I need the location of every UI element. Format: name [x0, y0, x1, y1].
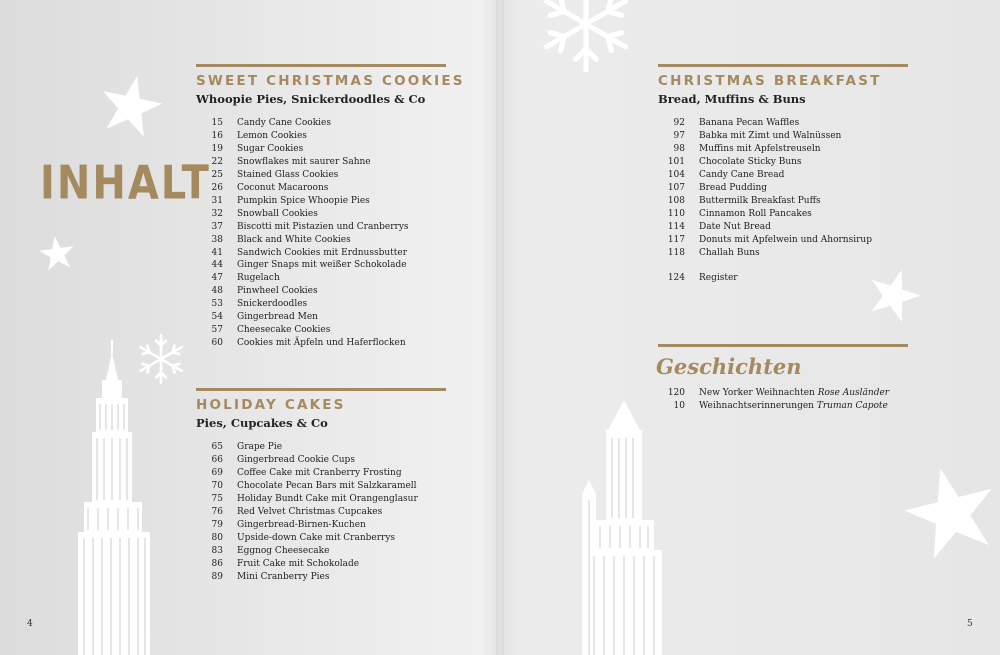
- toc-page-number: 124: [667, 273, 685, 284]
- page-number: 5: [967, 619, 973, 629]
- toc-entry-title: Stained Glass Cookies: [237, 169, 339, 180]
- toc-entry-title: Candy Cane Bread: [699, 169, 785, 180]
- skyscraper-illustration: [578, 400, 670, 655]
- section-rule: [196, 388, 446, 391]
- toc-entry-title: Black and White Cookies: [237, 234, 351, 245]
- toc-entry-title: Mini Cranberry Pies: [237, 571, 330, 582]
- toc-entry[interactable]: [658, 156, 908, 169]
- toc-entry[interactable]: [196, 259, 446, 272]
- section-subtitle: Pies, Cupcakes & Co: [196, 416, 328, 430]
- section-title: CHRISTMAS BREAKFAST: [658, 73, 882, 89]
- toc-entry[interactable]: [658, 400, 908, 413]
- toc-list-register: [658, 272, 908, 285]
- toc-entry-title: Gingerbread Cookie Cups: [237, 454, 355, 465]
- toc-entry-title: Rugelach: [237, 273, 280, 284]
- section-rule: [658, 344, 908, 347]
- toc-entry-title: Snowball Cookies: [237, 208, 318, 219]
- toc-entry-title: Biscotti mit Pistazien und Cranberrys: [237, 221, 409, 232]
- toc-entry-title: Challah Buns: [699, 247, 760, 258]
- toc-entry-title: Muffins mit Apfelstreuseln: [699, 143, 821, 154]
- toc-entry-title: [699, 400, 908, 413]
- toc-page-number: 110: [667, 208, 685, 219]
- toc-entry[interactable]: [196, 208, 446, 221]
- toc-page-number: 32: [211, 208, 223, 219]
- toc-entry-title: Cinnamon Roll Pancakes: [699, 208, 812, 219]
- section-rule: [658, 64, 908, 67]
- toc-entry[interactable]: [658, 117, 908, 130]
- story-title: Weihnachtserinnerungen: [699, 400, 814, 411]
- toc-entry-title: Pumpkin Spice Whoopie Pies: [237, 195, 370, 206]
- toc-entry[interactable]: [196, 454, 446, 467]
- toc-page-number: 118: [667, 247, 685, 258]
- toc-entry[interactable]: [196, 247, 446, 260]
- toc-page-number: 22: [211, 156, 223, 167]
- toc-entry-title: Fruit Cake mit Schokolade: [237, 558, 360, 569]
- section-rule: [196, 64, 446, 67]
- toc-entry-title: Upside-down Cake mit Cranberrys: [237, 532, 396, 543]
- toc-page-number: 66: [211, 454, 223, 465]
- toc-entry-title: Register: [699, 273, 738, 284]
- toc-page-number: 41: [211, 247, 223, 258]
- toc-entry-title: Sugar Cookies: [237, 143, 304, 154]
- toc-entry[interactable]: [196, 467, 446, 480]
- section-subtitle: Bread, Muffins & Buns: [658, 92, 806, 106]
- toc-page-number: 48: [211, 286, 223, 297]
- toc-page-number: 98: [673, 143, 685, 154]
- toc-entry[interactable]: [196, 117, 446, 130]
- toc-page-number: 76: [211, 506, 223, 517]
- toc-entry[interactable]: [658, 272, 908, 285]
- toc-entry[interactable]: [658, 169, 908, 182]
- toc-entry[interactable]: [196, 234, 446, 247]
- toc-page-number: 65: [211, 442, 223, 452]
- toc-entry[interactable]: [196, 221, 446, 234]
- toc-entry-title: Snowflakes mit saurer Sahne: [237, 156, 371, 167]
- toc-entry-title: Date Nut Bread: [699, 221, 771, 232]
- toc-page-number: 19: [211, 143, 223, 154]
- toc-entry[interactable]: [196, 337, 446, 350]
- toc-page-number: 92: [673, 118, 685, 128]
- star-icon: [98, 72, 164, 138]
- toc-entry[interactable]: [196, 311, 446, 324]
- toc-list: [196, 441, 446, 583]
- toc-page-number: 114: [667, 221, 685, 232]
- toc-page-number: 104: [667, 169, 685, 180]
- toc-page-number: 57: [211, 325, 223, 336]
- toc-entry[interactable]: [658, 234, 908, 247]
- toc-page-number: 97: [673, 130, 685, 141]
- toc-entry-title: Gingerbread Men: [237, 312, 318, 323]
- toc-page-number: 15: [211, 118, 223, 128]
- toc-list: [658, 117, 908, 259]
- toc-entry-title: Sandwich Cookies mit Erdnussbutter: [237, 247, 408, 258]
- section-christmas-breakfast: [658, 64, 908, 285]
- toc-page-number: 70: [211, 480, 223, 491]
- toc-entry-title: Donuts mit Apfelwein und Ahornsirup: [699, 234, 872, 245]
- toc-entry-title: Chocolate Pecan Bars mit Salzkaramell: [237, 480, 417, 491]
- toc-entry[interactable]: [658, 143, 908, 156]
- toc-entry[interactable]: [658, 208, 908, 221]
- toc-entry[interactable]: [658, 195, 908, 208]
- page-number: 4: [27, 619, 33, 629]
- toc-entry[interactable]: [196, 324, 446, 337]
- toc-page-number: 69: [211, 467, 223, 478]
- toc-entry[interactable]: [196, 182, 446, 195]
- toc-entry[interactable]: [658, 130, 908, 143]
- toc-page-number: 107: [667, 182, 685, 193]
- toc-page-number: 60: [211, 338, 223, 349]
- toc-entry-title: Candy Cane Cookies: [237, 118, 331, 128]
- toc-entry[interactable]: [196, 130, 446, 143]
- toc-entry[interactable]: [196, 298, 446, 311]
- toc-entry[interactable]: [196, 545, 446, 558]
- toc-entry-title: Eggnog Cheesecake: [237, 545, 330, 556]
- toc-page-number: 79: [211, 519, 223, 530]
- section-title: SWEET CHRISTMAS COOKIES: [196, 73, 465, 89]
- toc-entry[interactable]: [196, 169, 446, 182]
- toc-entry-title: Babka mit Zimt und Walnüssen: [699, 130, 842, 141]
- toc-entry-title: Cheesecake Cookies: [237, 325, 331, 336]
- section-title: Geschichten: [656, 354, 802, 379]
- toc-entry-title: Ginger Snaps mit weißer Schokolade: [237, 260, 407, 271]
- section-sweet-christmas-cookies: [196, 64, 465, 350]
- toc-page-number: 47: [211, 273, 223, 284]
- toc-entry-title: Gingerbread-Birnen-Kuchen: [237, 519, 366, 530]
- toc-entry[interactable]: [196, 506, 446, 519]
- section-subtitle: Whoopie Pies, Snickerdoodles & Co: [196, 92, 426, 106]
- toc-page-number: 26: [211, 182, 223, 193]
- toc-entry[interactable]: [196, 532, 446, 545]
- toc-entry[interactable]: [196, 285, 446, 298]
- story-author: Truman Capote: [816, 400, 888, 411]
- section-title: HOLIDAY CAKES: [196, 397, 346, 413]
- toc-entry[interactable]: [658, 221, 908, 234]
- right-page: [500, 0, 1000, 655]
- toc-entry-title: Pinwheel Cookies: [237, 286, 318, 297]
- star-icon: [38, 234, 76, 272]
- toc-entry[interactable]: [196, 493, 446, 506]
- toc-entry-title: Banana Pecan Waffles: [699, 118, 800, 128]
- toc-page-number: 101: [667, 156, 685, 167]
- snowflake-icon: [534, 0, 638, 76]
- toc-page-number: 83: [211, 545, 223, 556]
- toc-page-number: 38: [211, 234, 223, 245]
- story-author: Rose Ausländer: [817, 388, 890, 398]
- toc-entry-title: [699, 387, 908, 400]
- toc-page-number: 54: [211, 312, 223, 323]
- toc-entry-title: Red Velvet Christmas Cupcakes: [237, 506, 383, 517]
- skyscraper-illustration: [74, 340, 154, 655]
- toc-page-number: 44: [211, 260, 223, 271]
- toc-entry-title: Bread Pudding: [699, 182, 768, 193]
- toc-page-number: 10: [673, 400, 685, 411]
- toc-page-number: 37: [211, 221, 223, 232]
- toc-page-number: 86: [211, 558, 223, 569]
- toc-page-number: 53: [211, 299, 223, 310]
- section-holiday-cakes: [196, 388, 446, 583]
- toc-page-number: 16: [211, 130, 223, 141]
- toc-entry[interactable]: [196, 519, 446, 532]
- toc-entry-title: Lemon Cookies: [237, 130, 307, 141]
- toc-entry-title: Buttermilk Breakfast Puffs: [699, 195, 821, 206]
- toc-list: [196, 117, 446, 350]
- toc-entry[interactable]: [196, 195, 446, 208]
- section-geschichten: [658, 344, 908, 413]
- toc-page-number: 31: [211, 195, 223, 206]
- toc-entry-title: Grape Pie: [237, 442, 283, 452]
- toc-entry[interactable]: [196, 156, 446, 169]
- toc-page-number: 75: [211, 493, 223, 504]
- toc-page-number: 80: [211, 532, 223, 543]
- toc-entry[interactable]: [658, 182, 908, 195]
- toc-entry[interactable]: [658, 387, 908, 400]
- toc-list: [658, 387, 908, 413]
- toc-entry-title: Snickerdoodles: [237, 299, 308, 310]
- toc-page-number: 89: [211, 571, 223, 582]
- toc-page-number: 120: [667, 388, 685, 398]
- toc-entry[interactable]: [658, 247, 908, 260]
- toc-entry[interactable]: [196, 143, 446, 156]
- toc-entry[interactable]: [196, 571, 446, 584]
- toc-entry-title: Chocolate Sticky Buns: [699, 156, 802, 167]
- toc-entry-title: Coffee Cake mit Cranberry Frosting: [237, 467, 402, 478]
- toc-page-number: 117: [667, 234, 685, 245]
- page-heading: INHALT: [40, 157, 211, 210]
- star-icon: [902, 462, 1000, 560]
- toc-page-number: 25: [211, 169, 223, 180]
- toc-entry[interactable]: [196, 272, 446, 285]
- toc-page-number: 108: [667, 195, 685, 206]
- toc-entry-title: Coconut Macaroons: [237, 182, 329, 193]
- toc-entry[interactable]: [196, 480, 446, 493]
- toc-entry[interactable]: [196, 558, 446, 571]
- toc-entry-title: Cookies mit Äpfeln und Haferflocken: [237, 338, 406, 349]
- toc-entry[interactable]: [196, 441, 446, 454]
- story-title: New Yorker Weihnachten: [699, 388, 815, 398]
- toc-entry-title: Holiday Bundt Cake mit Orangenglasur: [237, 493, 418, 504]
